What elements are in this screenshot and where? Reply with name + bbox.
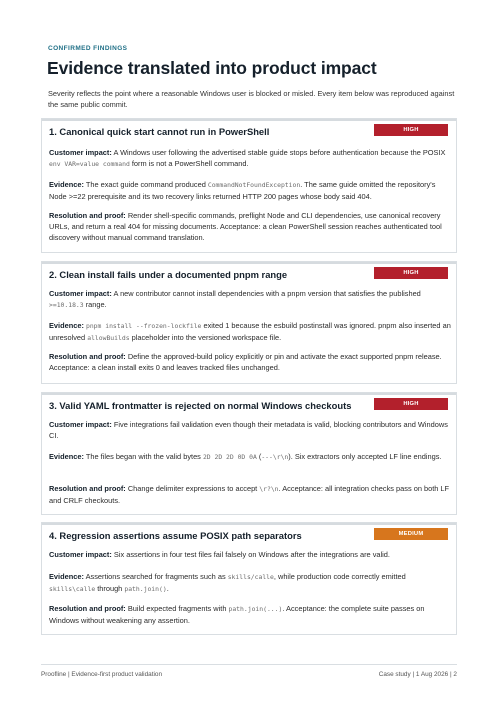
finding-card-4 <box>41 522 457 635</box>
impact-text: range. <box>83 300 107 309</box>
resolution-and-proof <box>49 603 451 626</box>
evidence-code: ---\r\n <box>261 453 289 461</box>
evidence <box>49 320 451 344</box>
impact-text: A Windows user following the advertised stable guide stops before authentication because the POSIX <box>111 148 446 157</box>
resolution-text: . Acceptance: all integration checks pass on both LF and CRLF checkouts. <box>49 484 450 505</box>
footer-brand: Proofline | Evidence-first product validation <box>41 671 163 678</box>
label-resolution: Resolution and proof: <box>49 352 126 361</box>
impact-code: env VAR=value command <box>49 160 130 168</box>
evidence-code: allowBuilds <box>87 334 130 342</box>
evidence-text: The files began with the valid bytes <box>83 452 203 461</box>
resolution-code: path.join(...) <box>228 605 283 613</box>
page-title: Evidence translated into product impact <box>47 58 377 78</box>
label-evidence: Evidence: <box>49 180 84 189</box>
customer-impact <box>49 549 451 560</box>
resolution-text: Render shell-specific commands, preflight Node and CLI dependencies, use canonical recovery URLs, and return a real 404 for missing documents. Acceptance: a clean PowerShell session reaches authenticated tool discovery without manual command translation. <box>49 211 442 242</box>
evidence-text: placeholder into the versioned workspace file. <box>129 333 282 342</box>
evidence-code: CommandNotFoundException <box>207 181 301 189</box>
label-evidence: Evidence: <box>49 452 84 461</box>
card-top-rule <box>42 262 456 264</box>
evidence-text: Assertions searched for fragments such as <box>83 572 228 581</box>
evidence-code: pnpm install --frozen-lockfile <box>85 322 202 330</box>
footer-page-info: Case study | 1 Aug 2026 | 2 <box>378 671 457 678</box>
label-evidence: Evidence: <box>49 572 84 581</box>
card-top-rule <box>42 393 456 395</box>
finding-card-1 <box>41 118 457 253</box>
footer-divider <box>41 664 457 665</box>
finding-title: 1. Canonical quick start cannot run in PowerShell <box>49 126 270 137</box>
impact-text: A new contributor cannot install dependencies with a pnpm version that satisfies the published <box>111 289 421 298</box>
impact-text: Five integrations fail validation even though their metadata is valid, blocking contributors and Windows CI. <box>49 420 448 440</box>
customer-impact <box>49 147 451 170</box>
resolution-text: Build expected fragments with <box>125 604 229 613</box>
finding-card-2 <box>41 261 457 384</box>
resolution-code: \r?\n <box>259 485 279 493</box>
finding-title: 4. Regression assertions assume POSIX path separators <box>49 530 302 541</box>
resolution-text: Change delimiter expressions to accept <box>125 484 260 493</box>
label-evidence: Evidence: <box>49 321 84 330</box>
evidence <box>49 571 451 595</box>
evidence-code: skills/calle <box>227 573 274 581</box>
label-impact: Customer impact: <box>49 420 112 429</box>
impact-code: >=10.18.3 <box>49 301 84 309</box>
resolution-and-proof <box>49 483 451 506</box>
severity-badge: HIGH <box>374 398 448 410</box>
evidence-code: path.join() <box>124 585 167 593</box>
impact-text: form is not a PowerShell command. <box>129 159 249 168</box>
evidence-code: 2D 2D 2D 0D 0A <box>202 453 257 461</box>
finding-card-3 <box>41 392 457 515</box>
section-eyebrow: CONFIRMED FINDINGS <box>48 45 128 52</box>
label-impact: Customer impact: <box>49 550 112 559</box>
evidence-text: . The same guide omitted the repository's Node >=22 prerequisite and its two recovery links returned HTTP 200 pages whose body said 404. <box>49 180 436 201</box>
intro-paragraph: Severity reflects the point where a reasonable Windows user is blocked or misled. Every item below was reproduced against the same public commit. <box>48 89 455 109</box>
evidence-text: through <box>95 584 125 593</box>
customer-impact <box>49 419 451 441</box>
resolution-text: Define the approved-build policy explicitly or pin and activate the exact supported pnpm release. Acceptance: a clean install exits 0 and leaves tracked files unchanged. <box>49 352 442 372</box>
evidence <box>49 451 451 463</box>
label-resolution: Resolution and proof: <box>49 211 126 220</box>
label-impact: Customer impact: <box>49 148 112 157</box>
evidence <box>49 179 451 202</box>
label-resolution: Resolution and proof: <box>49 604 126 613</box>
finding-title: 2. Clean install fails under a documented pnpm range <box>49 269 288 280</box>
severity-badge: HIGH <box>374 124 448 136</box>
evidence-text: . <box>166 584 169 593</box>
resolution-text: . Acceptance: the complete suite passes on Windows without weakening any assertion. <box>49 604 425 625</box>
resolution-and-proof <box>49 351 451 373</box>
evidence-text: ). Six extractors only accepted LF line endings. <box>288 452 442 461</box>
card-top-rule <box>42 523 456 525</box>
customer-impact <box>49 288 451 311</box>
severity-badge: HIGH <box>374 267 448 279</box>
severity-badge: MEDIUM <box>374 528 448 540</box>
label-impact: Customer impact: <box>49 289 112 298</box>
evidence-text: exited 1 because the esbuild postinstall was ignored. pnpm also inserted an unresolved <box>49 321 451 342</box>
finding-title: 3. Valid YAML frontmatter is rejected on normal Windows checkouts <box>49 400 352 411</box>
card-top-rule <box>42 119 456 121</box>
label-resolution: Resolution and proof: <box>49 484 126 493</box>
evidence-text: The exact guide command produced <box>83 180 208 189</box>
evidence-text: ( <box>256 452 262 461</box>
impact-text: Six assertions in four test files fail falsely on Windows after the integrations are valid. <box>111 550 390 559</box>
resolution-and-proof <box>49 210 451 243</box>
evidence-code: skills\calle <box>49 585 96 593</box>
evidence-text: , while production code correctly emitted <box>273 572 406 581</box>
